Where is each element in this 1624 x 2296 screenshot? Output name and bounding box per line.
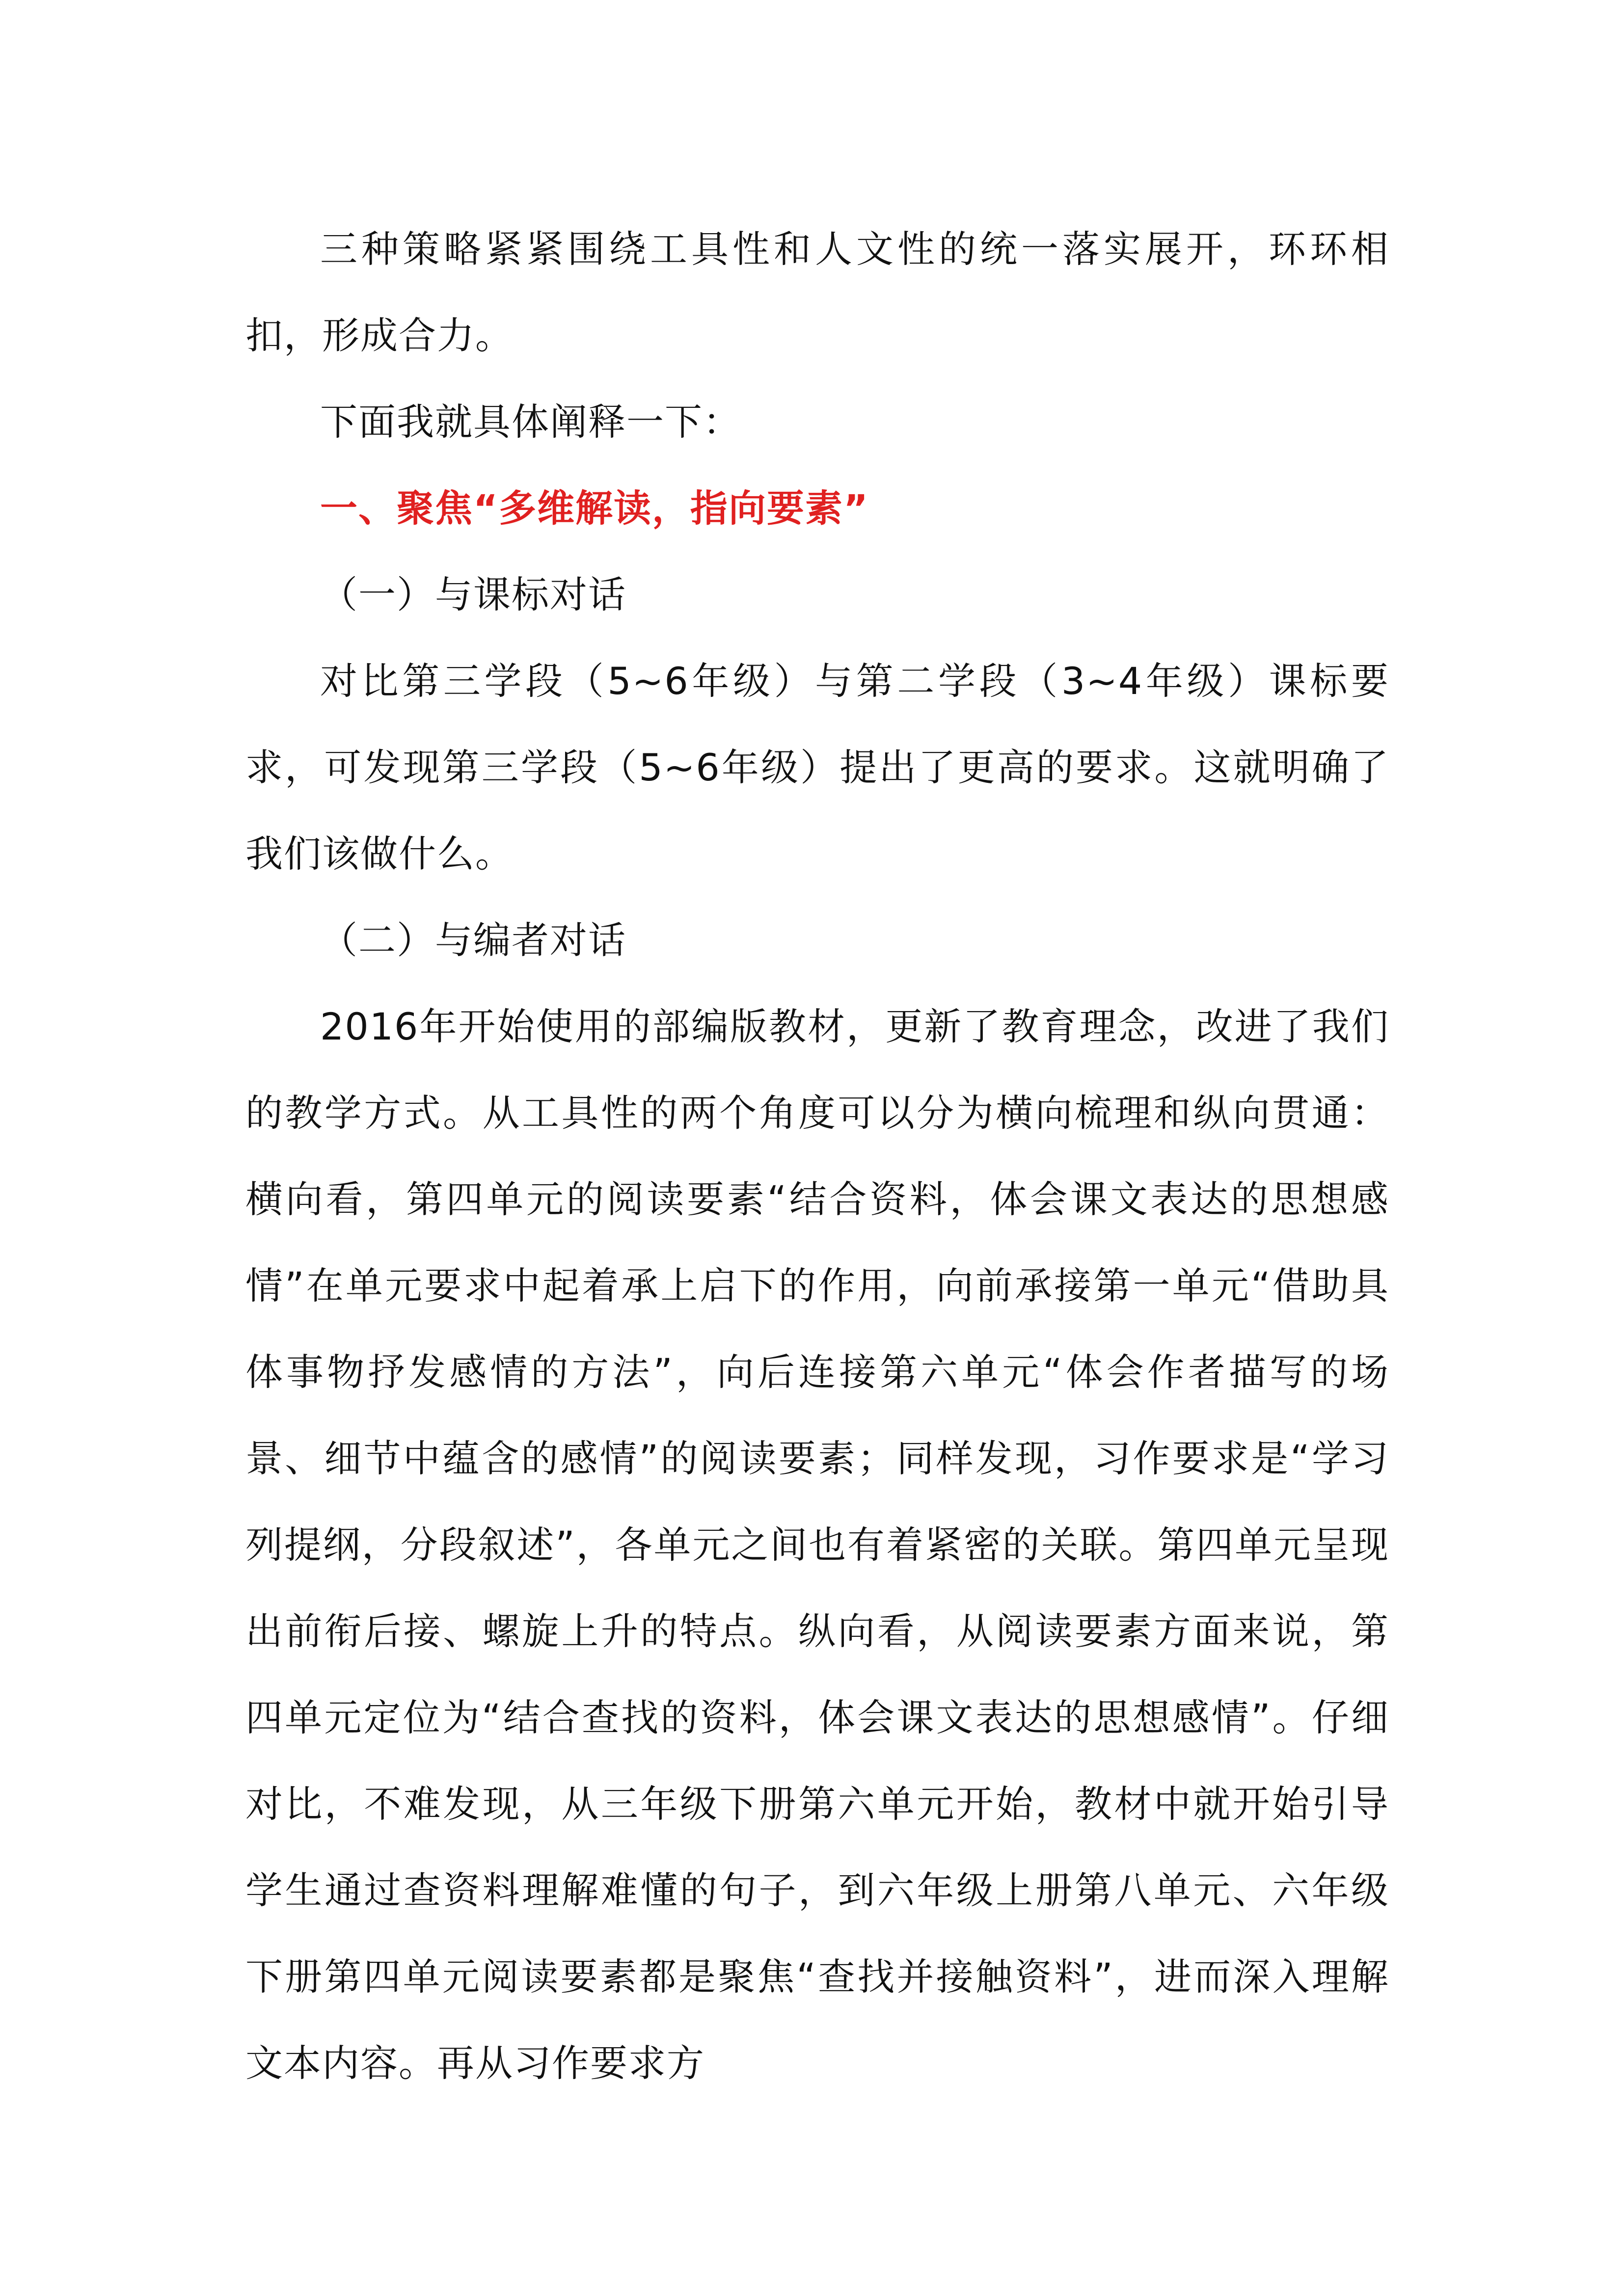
subheading-editor: （二）与编者对话 [320, 918, 626, 962]
section-heading: 一、聚焦“多维解读，指向要素” [320, 486, 869, 530]
subheading-curriculum: （一）与课标对话 [320, 573, 626, 616]
paragraph-strategies: 三种策略紧紧围绕工具性和人文性的统一落实展开，环环相扣，形成合力。 [245, 227, 1389, 357]
paragraph-intro: 下面我就具体阐释一下： [320, 400, 741, 444]
paragraph-curriculum: 对比第三学段（5~6年级）与第二学段（3~4年级）课标要求，可发现第三学段（5~6年级）提出了更高的要求。这就明确了我们该做什么。 [245, 659, 1389, 876]
paragraph-editor: 2016年开始使用的部编版教材，更新了教育理念，改进了我们的教学方式。从工具性的两个角度可以分为横向梳理和纵向贯通：横向看，第四单元的阅读要素“结合资料，体会课文表达的思想感情”在单元要求中起着承上启下的作用，向前承接第一单元“借助具体事物抒发感情的方法”，向后连接第六单元“体会作者描写的场景、细节中蕴含的感情”的阅读要素；同样发现，习作要求是“学习列提纲，分段叙述”，各单元之间也有着紧密的关联。第四单元呈现出前衔后接、螺旋上升的特点。纵向看，从阅读要素方面来说，第四单元定位为“结合查找的资料，体会课文表达的思想感情”。仔细对比，不难发现，从三年级下册第六单元开始，教材中就开始引导学生通过查资料理解难懂的句子，到六年级上册第八单元、六年级下册第四单元阅读要素都是聚焦“查找并接触资料”，进而深入理解文本内容。再从习作要求方 [245, 1005, 1389, 2085]
document-body [245, 206, 1389, 2107]
